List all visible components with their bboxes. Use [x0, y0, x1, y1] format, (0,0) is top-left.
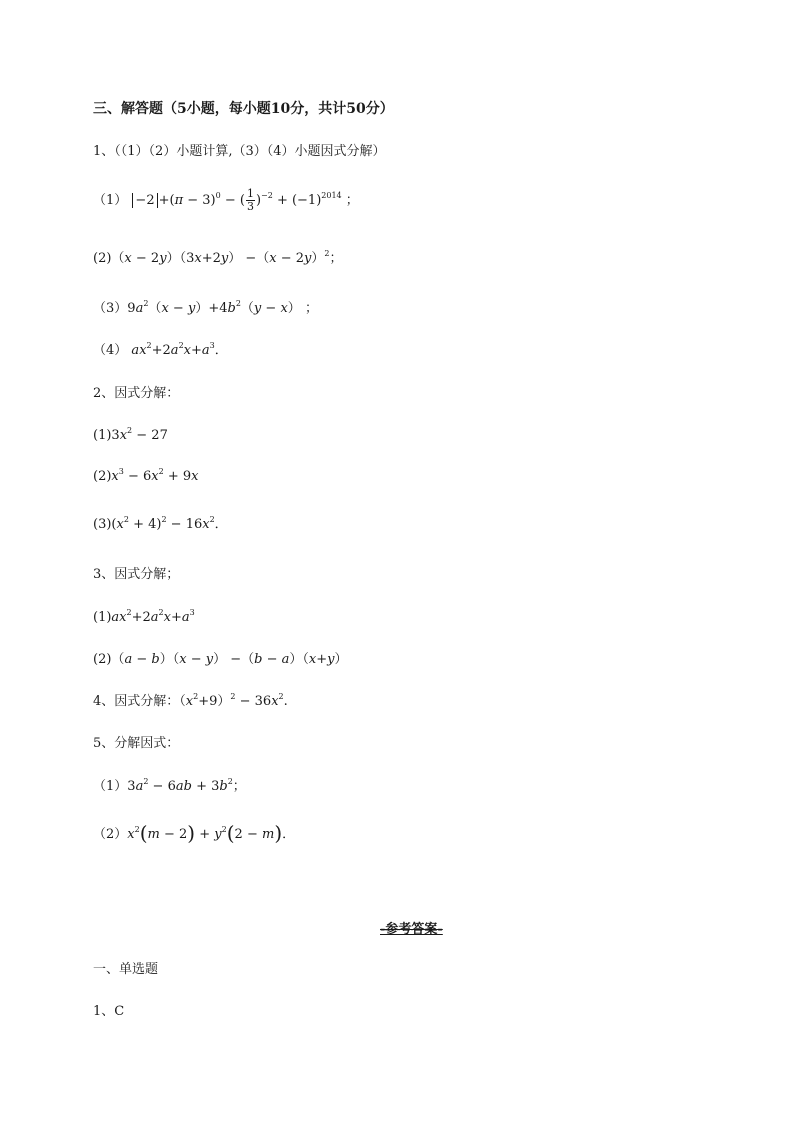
part-end: ；	[232, 779, 246, 794]
question-1-part-3: $(3)9a^2(x - y)+4b^2(y - x)$ ；	[93, 299, 318, 316]
question-3-part-2: (2)（a − b）（x − y） −（b − a）（x+y）	[93, 652, 348, 667]
question-2-part-1: $(1)3x^2 - 27$	[93, 426, 168, 443]
part-end: ；	[345, 193, 359, 208]
part-end: ．	[282, 827, 296, 842]
answer-section-title: 一、单选题	[93, 962, 159, 977]
answer-1: 1、C	[93, 1004, 125, 1019]
question-4-intro: 4、因式分解：	[93, 694, 180, 709]
part-end: ．	[214, 517, 228, 532]
part-label: （4）	[93, 343, 128, 358]
question-2-part-3: $(3)(x^2 + 4)^2 - 16x^2$．	[93, 515, 228, 532]
question-1-intro: 1、（（1）（2）小题计算,（3）（4）小题因式分解）	[93, 144, 386, 159]
question-1-part-4: （4） $ax^2+2a^2x+a^3$．	[93, 341, 228, 358]
part-label: (2)	[93, 652, 112, 667]
question-1-part-2: $(2)(x - 2y)(3x+2y) -(x - 2y)^2$；	[93, 249, 343, 266]
question-5-part-2: $(2)x^2(m - 2) + y^2(2 - m)$．	[93, 821, 296, 845]
part-label: （1）	[93, 779, 128, 794]
part-end: ；	[329, 251, 343, 266]
part-label: (2)（	[93, 251, 125, 266]
question-1-part-1: $(1) -2 +(\pi - 3)^0$ − ( $\frac{1}{3}$ )$^{-2} + (-1)^{2014}$ ；	[93, 187, 359, 213]
question-5-intro: 5、分解因式：	[93, 736, 180, 751]
part-label: (2)	[93, 469, 112, 484]
question-5-part-1: $(1)3a^2 - 6ab + 3b^2$；	[93, 777, 246, 794]
question-4: 4、因式分解：$(x^2+9)^2 - 36x^2$.	[93, 692, 288, 709]
part-label: （1）	[93, 193, 128, 208]
part-end: ．	[214, 343, 228, 358]
part-label: （2）	[93, 827, 128, 842]
question-3-part-1: $(1)ax^2+2a^2x+a^3$	[93, 608, 195, 625]
question-3-intro: 3、因式分解；	[93, 567, 180, 582]
answer-key-title: -参考答案-	[380, 922, 443, 937]
part-end: ；	[304, 301, 318, 316]
question-2-part-2: $(2)x^3 - 6x^2 + 9x$	[93, 467, 199, 484]
question-2-intro: 2、因式分解：	[93, 386, 180, 401]
part-label: (1)	[93, 428, 112, 443]
part-label: (1)	[93, 610, 112, 625]
part-label: （3）	[93, 301, 128, 316]
part-label: (3)	[93, 517, 112, 532]
section-title: 三、解答题（5小题，每小题10分，共计50分）	[93, 101, 394, 117]
